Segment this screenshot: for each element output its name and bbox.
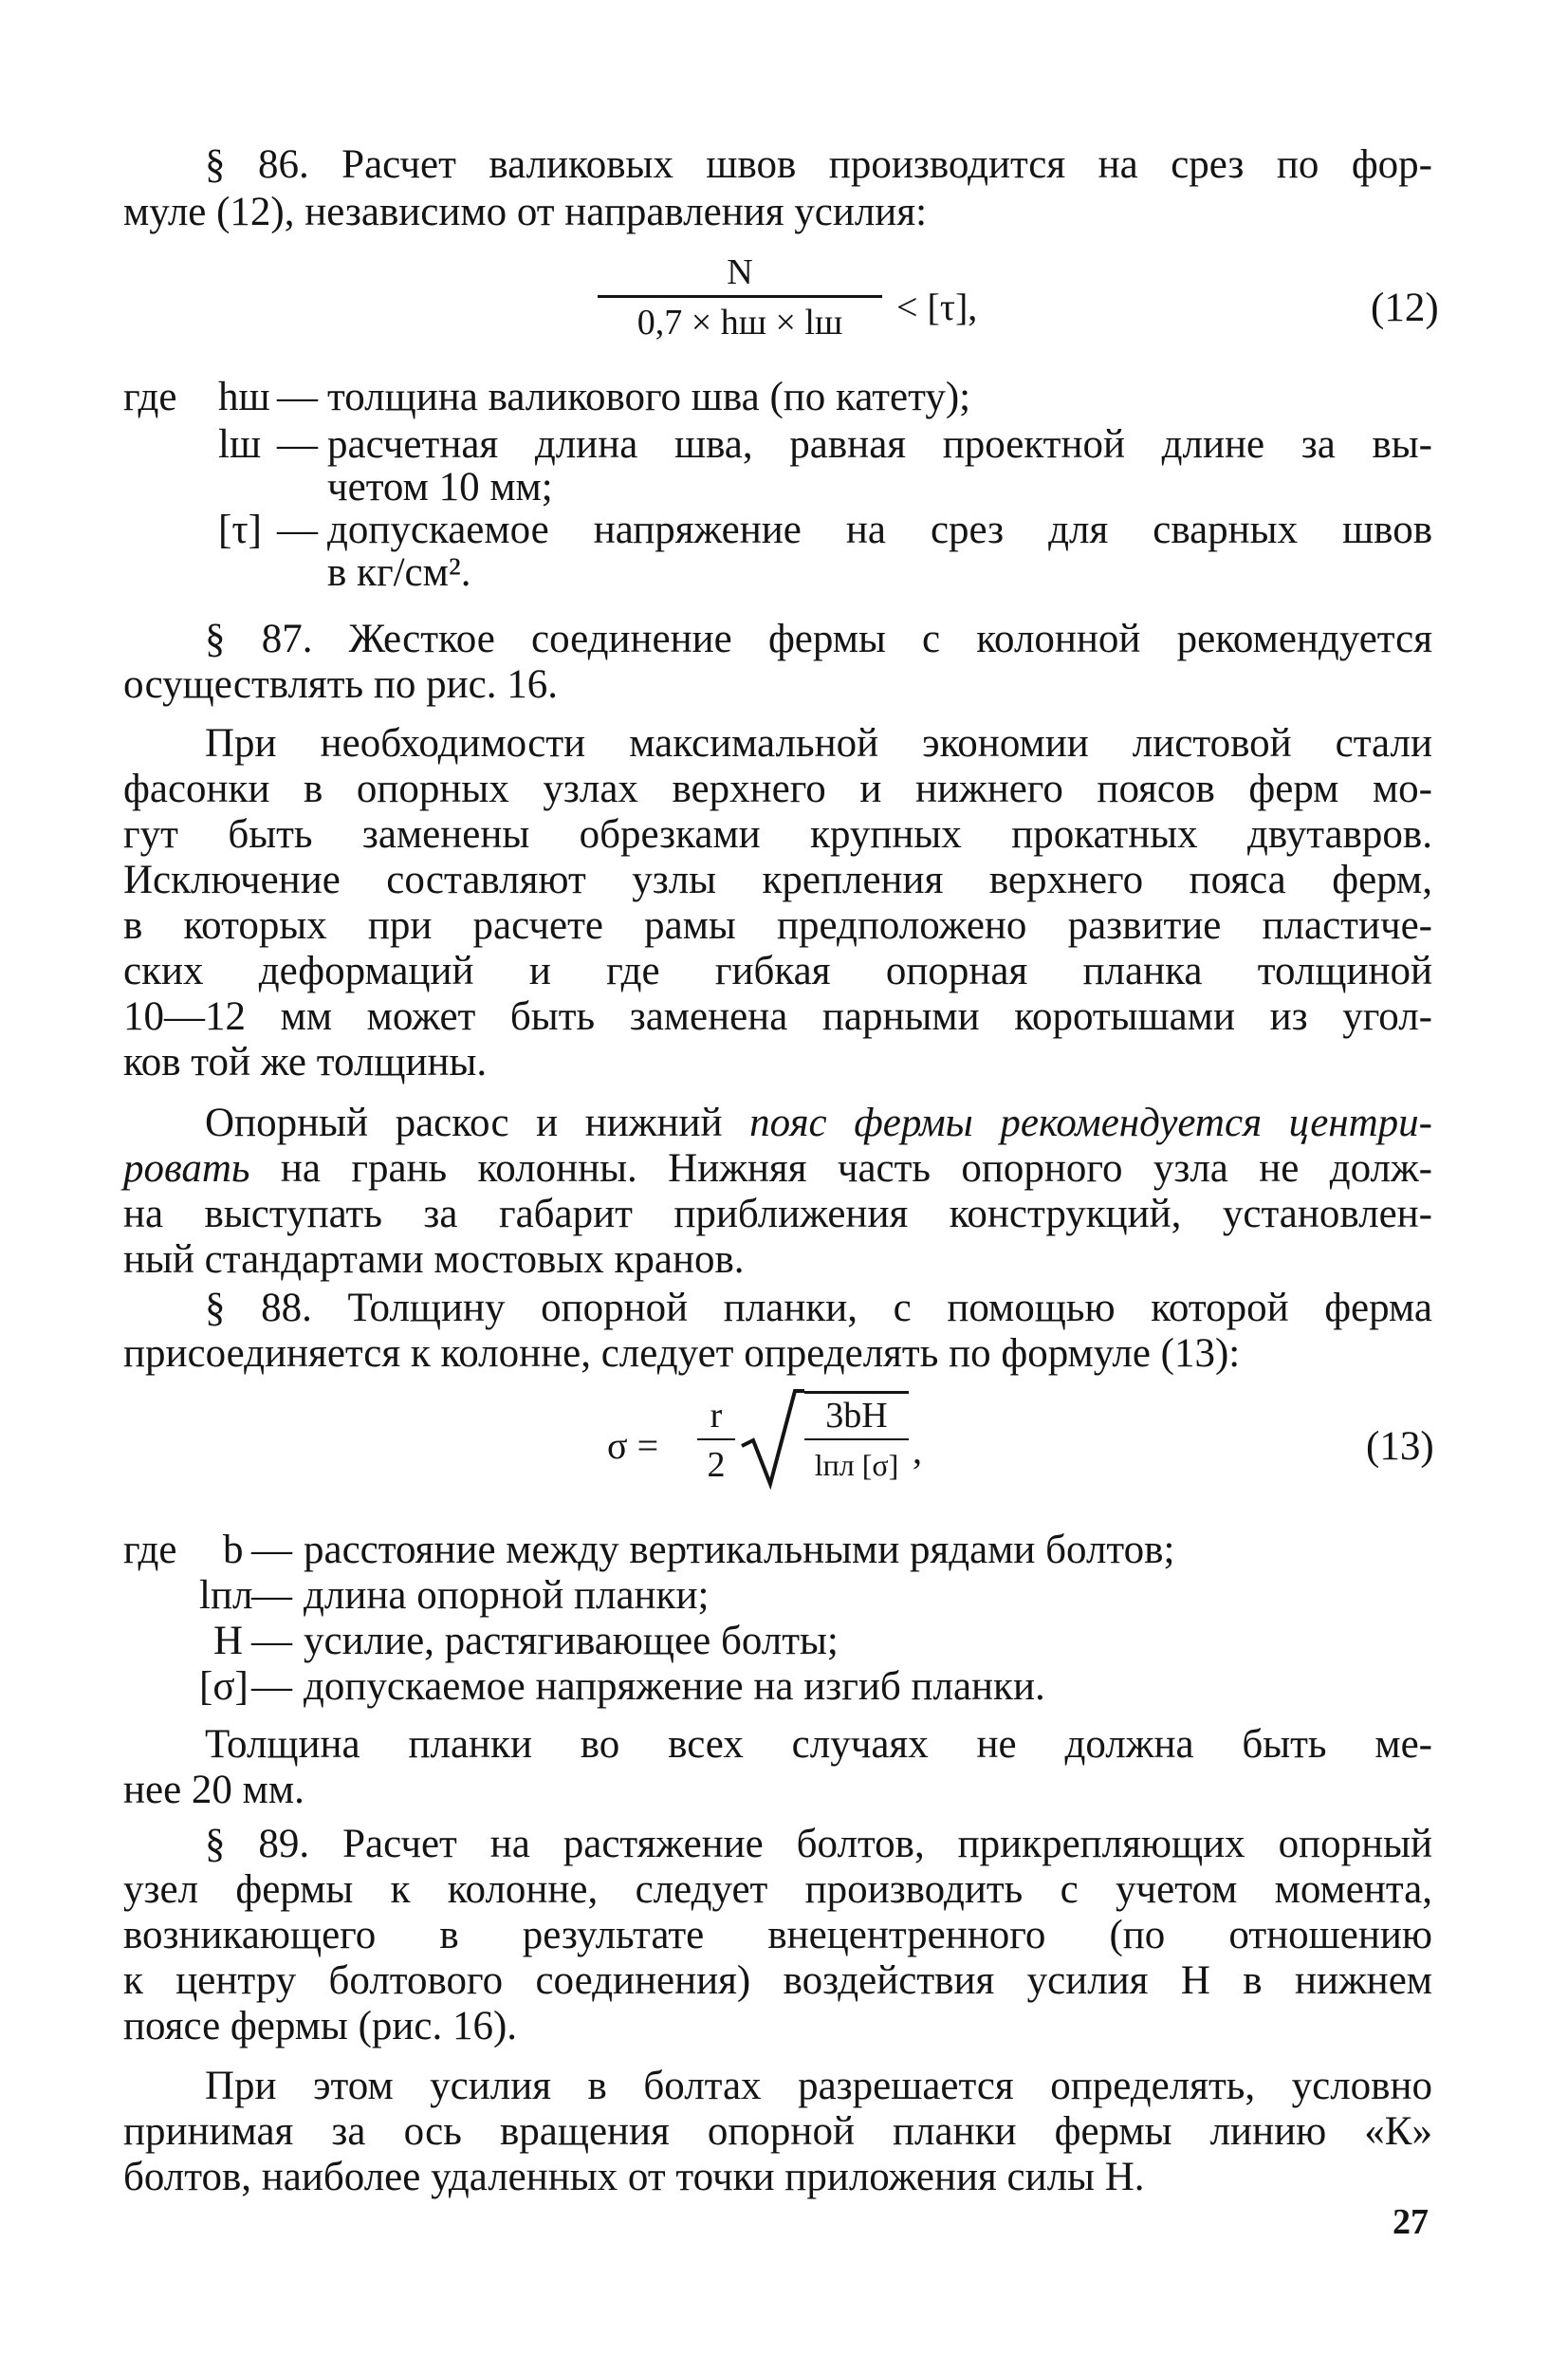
thickness-line-2: нее 20 мм.	[123, 1768, 304, 1812]
def-lpl-symbol: lпл	[199, 1573, 253, 1618]
def-dash: —	[251, 1573, 292, 1618]
s89-line-1: § 89. Расчет на растяжение болтов, прикрепляющих опорный	[205, 1822, 1432, 1866]
s86-line-2: муле (12), независимо от направления усилия:	[123, 190, 928, 234]
formula-13-root-den: lпл [σ]	[814, 1448, 899, 1482]
def-tau-symbol: [τ]	[218, 508, 262, 552]
axis-line-3: болтов, наиболее удаленных от точки приложения силы H.	[123, 2155, 1145, 2199]
formula-13-lhs: σ =	[607, 1424, 659, 1467]
economy-line-4: Исключение составляют узлы крепления верхнего пояса ферм,	[123, 858, 1432, 902]
thickness-line-1: Толщина планки во всех случаях не должна быть ме-	[205, 1722, 1432, 1767]
def-lsh-text: расчетная длина шва, равная проектной длине за вы-	[327, 422, 1432, 467]
axis-line-2: принимая за ось вращения опорной планки фермы линию «К»	[123, 2109, 1432, 2154]
def-lpl-text: длина опорной планки;	[304, 1573, 710, 1618]
def-b-symbol: b	[223, 1528, 244, 1572]
def-sigma-symbol: [σ]	[199, 1664, 249, 1709]
axis-line-1: При этом усилия в болтах разрешается определять, условно	[205, 2064, 1432, 2108]
s86-line-1: § 86. Расчет валиковых швов производится на срез по фор-	[205, 142, 1432, 187]
def-dash: —	[277, 375, 318, 419]
def-h-symbol: H	[213, 1619, 244, 1663]
def-b-text: расстояние между вертикальными рядами болтов;	[304, 1528, 1175, 1572]
def-tau-text: допускаемое напряжение на срез для сварных швов	[327, 508, 1432, 552]
formula-12-denominator: 0,7 × hш × lш	[636, 303, 843, 343]
page-number: 27	[1393, 2202, 1429, 2242]
economy-line-6: ских деформаций и где гибкая опорная планка толщиной	[123, 949, 1432, 993]
s87-line-1: § 87. Жесткое соединение фермы с колонной рекомендуется	[205, 617, 1432, 661]
formula-12-number: (12)	[1371, 286, 1439, 330]
def-sigma-text: допускаемое напряжение на изгиб планки.	[304, 1664, 1045, 1709]
def-lsh-cont: четом 10 мм;	[327, 465, 553, 510]
formula-12-numerator: N	[727, 252, 753, 292]
fraction-bar	[697, 1438, 735, 1440]
def-h-text: усилие, растягивающее болты;	[304, 1619, 839, 1663]
formula-13-root-num: 3bH	[825, 1396, 888, 1436]
def-dash: —	[277, 422, 318, 467]
s88-line-1: § 88. Толщину опорной планки, с помощью которой ферма	[205, 1286, 1432, 1330]
formula-13-coef-num: r	[710, 1396, 723, 1436]
formula-13-radicand	[804, 1395, 909, 1486]
fraction-bar	[804, 1438, 909, 1440]
fraction-bar	[598, 295, 882, 298]
brace-line-4: ный стандартами мостовых кранов.	[123, 1237, 745, 1282]
economy-line-5: в которых при расчете рамы предположено развитие пластиче-	[123, 903, 1432, 948]
economy-line-7: 10—12 мм может быть заменена парными коротышами из угол-	[123, 994, 1432, 1039]
formula-13-coef-den: 2	[707, 1445, 726, 1485]
formula-13-comma: ,	[913, 1429, 922, 1472]
economy-line-2: фасонки в опорных узлах верхнего и нижнего поясов ферм мо-	[123, 767, 1432, 811]
brace-line-2	[123, 1146, 1432, 1192]
economy-line-3: гут быть заменены обрезками крупных прокатных двутавров.	[123, 812, 1432, 857]
economy-line-1: При необходимости максимальной экономии листовой стали	[205, 721, 1432, 766]
s87-line-2: осуществлять по рис. 16.	[123, 662, 558, 707]
where-label-1: где	[123, 375, 177, 419]
def-dash: —	[251, 1619, 292, 1663]
formula-12-fraction	[598, 251, 882, 343]
formula-12-relation: < [τ],	[896, 286, 978, 328]
brace-line-2-italic: ровать	[123, 1146, 250, 1191]
brace-line-1	[205, 1101, 1432, 1146]
def-dash: —	[277, 508, 318, 552]
def-lsh-symbol: lш	[218, 422, 262, 467]
s89-line-2: узел фермы к колонне, следует производить с учетом момента,	[123, 1867, 1432, 1912]
where-label-2: где	[123, 1528, 177, 1572]
square-root-sign	[738, 1387, 804, 1492]
brace-line-1-regular: Опорный раскос и нижний	[205, 1101, 750, 1145]
root-overline	[804, 1391, 909, 1394]
formula-13-number: (13)	[1366, 1424, 1434, 1469]
formula-13-coefficient	[697, 1395, 735, 1486]
s89-line-5: поясе фермы (рис. 16).	[123, 2004, 518, 2048]
def-hsh-text: толщина валикового шва (по катету);	[327, 375, 971, 419]
brace-line-2-regular: на грань колонны. Нижняя часть опорного узла не долж-	[249, 1146, 1432, 1191]
def-dash: —	[251, 1528, 292, 1572]
brace-line-1-italic: пояс фермы рекомендуется центри-	[749, 1101, 1432, 1145]
def-tau-cont: в кг/см².	[327, 550, 471, 595]
economy-line-8: ков той же толщины.	[123, 1040, 488, 1084]
brace-line-3: на выступать за габарит приближения конструкций, установлен-	[123, 1192, 1432, 1236]
s88-line-2: присоединяется к колонне, следует определять по формуле (13):	[123, 1331, 1241, 1376]
def-hsh-symbol: hш	[218, 375, 270, 419]
s89-line-4: к центру болтового соединения) воздействия усилия H в нижнем	[123, 1958, 1432, 2003]
def-dash: —	[251, 1664, 292, 1709]
s89-line-3: возникающего в результате внецентренного (по отношению	[123, 1913, 1432, 1957]
